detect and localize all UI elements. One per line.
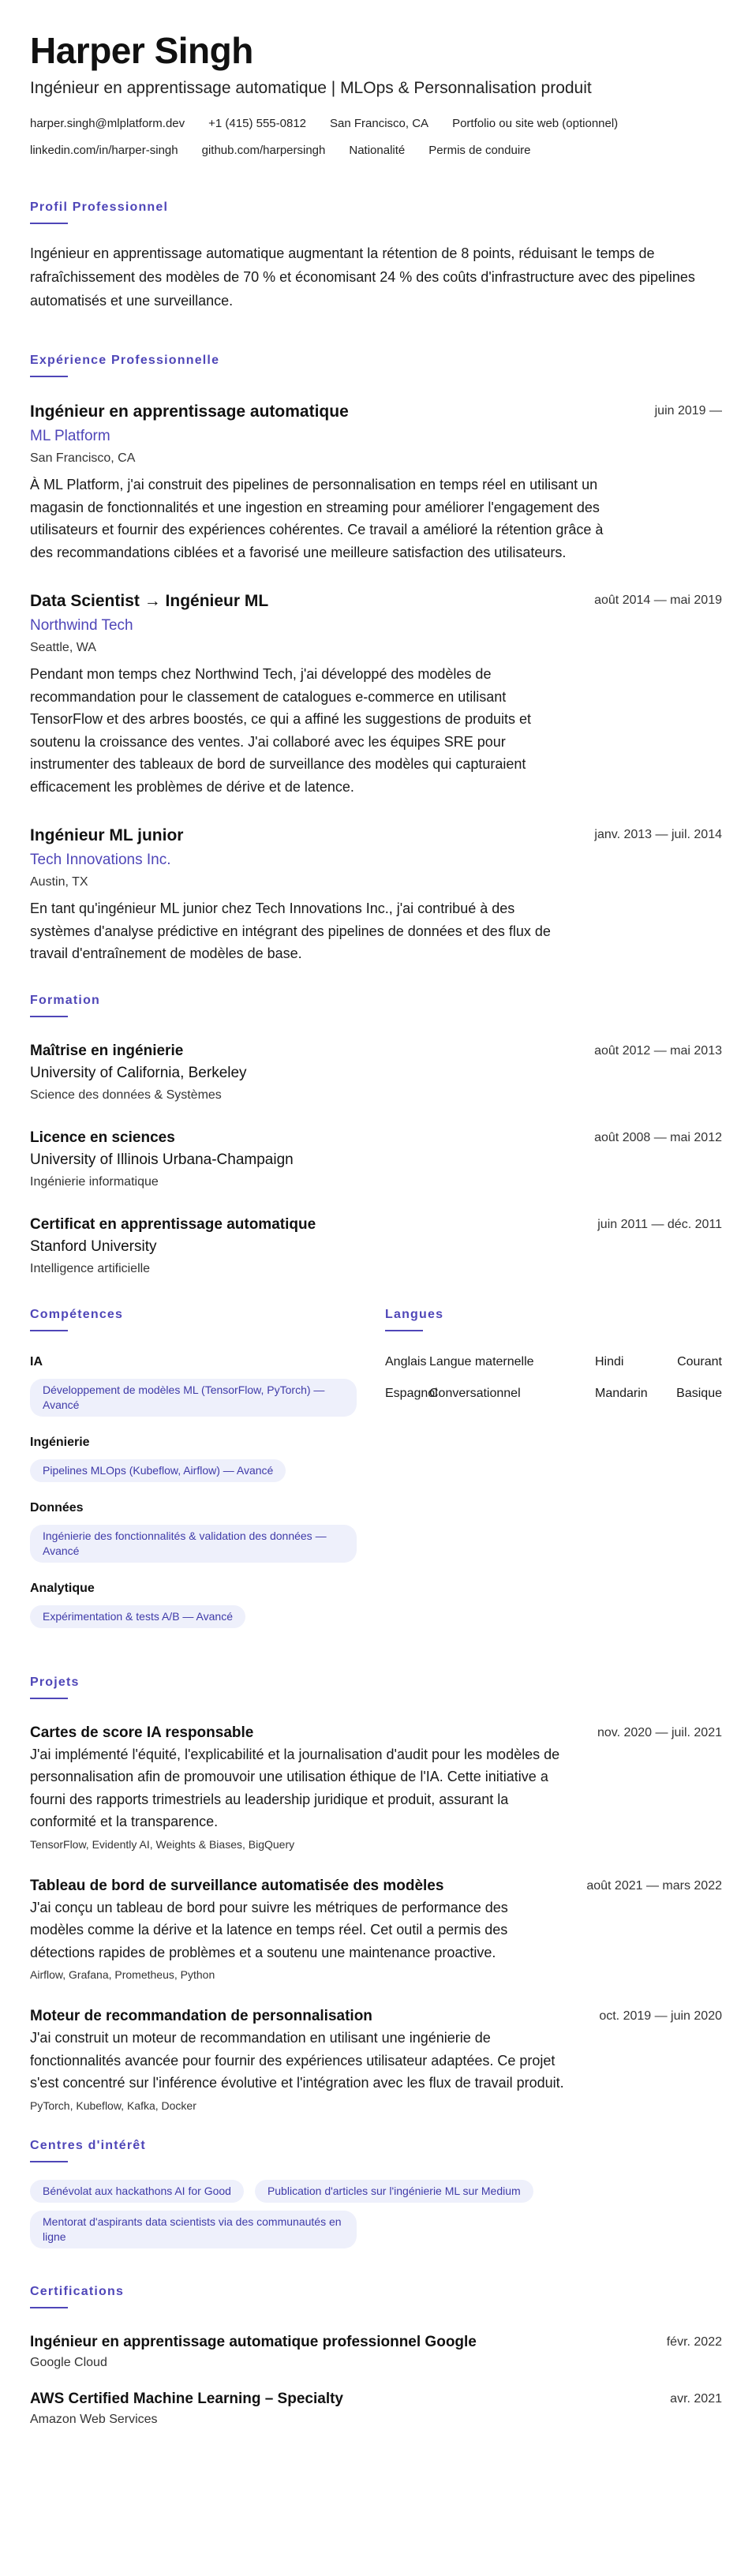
section-divider — [30, 2307, 68, 2308]
company-name: Northwind Tech — [30, 617, 133, 634]
job-title: Data Scientist → Ingénieur ML — [30, 592, 269, 610]
contact-phone[interactable]: +1 (415) 555-0812 — [208, 117, 307, 130]
project-title: Moteur de recommandation de personnalisation — [30, 2008, 372, 2024]
project-title: Tableau de bord de surveillance automatisée des modèles — [30, 1877, 444, 1894]
school-name: University of Illinois Urbana-Champaign — [30, 1151, 294, 1168]
skill-chip: Pipelines MLOps (Kubeflow, Airflow) — Avancé — [30, 1459, 286, 1482]
project-dates: oct. 2019 — juin 2020 — [599, 2009, 722, 2023]
section-divider — [30, 1330, 68, 1331]
language-name: Hindi — [595, 1354, 624, 1368]
skill-category: Données — [30, 1500, 84, 1515]
certification-name: Ingénieur en apprentissage automatique professionnel Google — [30, 2333, 477, 2350]
job-description: À ML Platform, j'ai construit des pipelines de personnalisation en temps réel en utilisant un magasin de fonctionnalités et une ingestion en streaming pour améliorer l'engagement des utilisateurs et fournir des expériences cohérentes. Ce travail a amélioré la rétention grâce à des recommandations ciblées et a favorisé une meilleure satisfaction des utilisateurs. — [30, 477, 604, 560]
interests-list — [30, 2180, 722, 2248]
language-level: Courant — [677, 1354, 722, 1368]
resume-header — [30, 30, 722, 159]
project-tech-stack: PyTorch, Kubeflow, Kafka, Docker — [30, 2099, 196, 2112]
section-divider — [30, 1698, 68, 1699]
experience-entry — [30, 401, 722, 564]
job-location: Austin, TX — [30, 875, 88, 889]
section-title: Centres d'intérêt — [30, 2138, 146, 2152]
education-dates: juin 2011 — déc. 2011 — [597, 1217, 722, 1231]
project-tech-stack: Airflow, Grafana, Prometheus, Python — [30, 1968, 215, 1981]
project-entry — [30, 1723, 722, 1852]
section-title: Compétences — [30, 1307, 124, 1321]
section-divider — [30, 223, 68, 224]
language-name: Anglais — [385, 1354, 427, 1368]
section-title: Langues — [385, 1307, 444, 1321]
certification-name: AWS Certified Machine Learning – Specialty — [30, 2390, 343, 2407]
job-dates: janv. 2013 — juil. 2014 — [594, 828, 722, 841]
education-dates: août 2012 — mai 2013 — [594, 1043, 722, 1058]
interests-section — [30, 2137, 722, 2248]
section-title: Certifications — [30, 2284, 125, 2298]
language-level: Basique — [676, 1386, 722, 1400]
certification-issuer: Google Cloud — [30, 2355, 107, 2369]
company-name: ML Platform — [30, 428, 110, 444]
certifications-section — [30, 2283, 722, 2428]
experience-entry — [30, 825, 722, 965]
degree-name: Maîtrise en ingénierie — [30, 1042, 184, 1059]
education-entry — [30, 1215, 722, 1278]
contact-license: Permis de conduire — [428, 144, 531, 157]
interest-chip: Mentorat d'aspirants data scientists via des communautés en ligne — [30, 2211, 357, 2248]
job-location: Seattle, WA — [30, 641, 96, 654]
section-divider — [30, 1016, 68, 1017]
section-divider — [30, 376, 68, 377]
job-dates: août 2014 — mai 2019 — [594, 593, 722, 607]
candidate-headline: Ingénieur en apprentissage automatique | MLOps & Personnalisation produit — [30, 79, 592, 97]
profile-section — [30, 199, 722, 313]
certification-entry — [30, 2332, 722, 2372]
school-name: University of California, Berkeley — [30, 1064, 247, 1081]
field-of-study: Intelligence artificielle — [30, 1261, 151, 1275]
project-description: J'ai implémenté l'équité, l'explicabilité et la journalisation d'audit pour les modèles de personnalisation afin de promouvoir une utilisation éthique de l'IA. Cette initiative a fourni des rapports trimestriels au leadership juridique et produit, assurant la conformité et la transparence. — [30, 1746, 560, 1829]
contact-nationality: Nationalité — [349, 144, 406, 157]
language-name: Espagnol — [385, 1386, 438, 1400]
certification-issuer: Amazon Web Services — [30, 2412, 158, 2426]
job-description: En tant qu'ingénieur ML junior chez Tech Innovations Inc., j'ai contribué à des systèmes d'analyse prédictive en intégrant des pipelines de données et des flux de travail d'entraînement de modèles de base. — [30, 900, 551, 961]
job-dates: juin 2019 — — [654, 404, 722, 417]
certification-date: avr. 2021 — [670, 2391, 722, 2406]
language-level: Conversationnel — [429, 1386, 521, 1400]
contact-location: San Francisco, CA — [330, 117, 429, 130]
education-entry — [30, 1041, 722, 1104]
certification-date: févr. 2022 — [666, 2334, 722, 2349]
degree-name: Licence en sciences — [30, 1129, 175, 1146]
experience-section — [30, 352, 722, 965]
skill-group — [30, 1354, 369, 1417]
field-of-study: Ingénierie informatique — [30, 1174, 159, 1189]
skill-chip: Expérimentation & tests A/B — Avancé — [30, 1605, 245, 1628]
school-name: Stanford University — [30, 1237, 157, 1255]
profile-summary: Ingénieur en apprentissage automatique augmentant la rétention de 8 points, réduisant le temps de rafraîchissement des modèles de 70 % et économisant 24 % des coûts d'infrastructure avec des pipelines automatisés et une surveillance. — [30, 245, 695, 309]
candidate-name: Harper Singh — [30, 30, 253, 71]
education-dates: août 2008 — mai 2012 — [594, 1130, 722, 1144]
contact-portfolio[interactable]: Portfolio ou site web (optionnel) — [452, 117, 619, 130]
interest-chip: Bénévolat aux hackathons AI for Good — [30, 2180, 244, 2203]
project-tech-stack: TensorFlow, Evidently AI, Weights & Biases, BigQuery — [30, 1837, 295, 1851]
section-divider — [385, 1330, 423, 1331]
job-location: San Francisco, CA — [30, 451, 136, 465]
contact-list — [30, 115, 722, 159]
contact-email[interactable]: harper.singh@mlplatform.dev — [30, 117, 185, 130]
skill-group — [30, 1434, 369, 1482]
skill-chip: Ingénierie des fonctionnalités & validation des données — Avancé — [30, 1525, 357, 1563]
skill-category: IA — [30, 1354, 43, 1368]
project-dates: août 2021 — mars 2022 — [586, 1878, 722, 1893]
interest-chip: Publication d'articles sur l'ingénierie ML sur Medium — [255, 2180, 533, 2203]
section-divider — [30, 2161, 68, 2162]
project-dates: nov. 2020 — juil. 2021 — [597, 1725, 722, 1739]
skills-languages-row — [30, 1306, 722, 1646]
language-level: Langue maternelle — [429, 1354, 534, 1368]
section-title: Formation — [30, 993, 101, 1007]
project-description: J'ai construit un moteur de recommandation en utilisant une ingénierie de fonctionnalités avancée pour fournir des expériences utilisateur adaptées. Ce projet s'est concentré sur l'inférence évolutive et l'intégration avec les flux de travail produit. — [30, 2030, 564, 2091]
project-entry — [30, 2006, 722, 2114]
project-title: Cartes de score IA responsable — [30, 1724, 254, 1741]
section-title: Profil Professionnel — [30, 200, 169, 214]
education-entry — [30, 1128, 722, 1191]
skill-group — [30, 1500, 369, 1563]
language-table — [385, 1354, 722, 1402]
skill-category: Analytique — [30, 1581, 95, 1595]
education-section — [30, 992, 722, 1278]
degree-name: Certificat en apprentissage automatique — [30, 1215, 316, 1233]
languages-section — [385, 1306, 722, 1646]
project-entry — [30, 1876, 722, 1983]
job-title: Ingénieur en apprentissage automatique — [30, 402, 349, 421]
section-title: Projets — [30, 1675, 80, 1689]
experience-entry — [30, 590, 722, 798]
project-description: J'ai conçu un tableau de bord pour suivre les métriques de performance des modèles comme la dérive et la latence en temps réel. Cet outil a permis des détections rapides de problèmes et a soutenu une maintenance proactive. — [30, 1899, 508, 1960]
certification-entry — [30, 2389, 722, 2428]
skill-chip: Développement de modèles ML (TensorFlow, PyTorch) — Avancé — [30, 1379, 357, 1417]
contact-github[interactable]: github.com/harpersingh — [201, 144, 326, 157]
skill-group — [30, 1580, 369, 1628]
language-name: Mandarin — [595, 1386, 648, 1400]
contact-linkedin[interactable]: linkedin.com/in/harper-singh — [30, 144, 178, 157]
job-description: Pendant mon temps chez Northwind Tech, j'ai développé des modèles de recommandation pour le classement de catalogues e-commerce en utilisant TensorFlow et des arbres boostés, ce qui a affiné les suggestions de produits et soutenu la croissance des ventes. J'ai collaboré avec les équipes SRE pour instrumenter des tableaux de bord de surveillance des modèles qui capturaient efficacement les problèmes de dérive et de latence. — [30, 666, 532, 795]
skill-category: Ingénierie — [30, 1435, 90, 1449]
projects-section — [30, 1674, 722, 2114]
field-of-study: Science des données & Systèmes — [30, 1088, 222, 1102]
company-name: Tech Innovations Inc. — [30, 852, 171, 868]
skills-section — [30, 1306, 385, 1646]
job-title: Ingénieur ML junior — [30, 826, 184, 844]
section-title: Expérience Professionnelle — [30, 354, 220, 367]
